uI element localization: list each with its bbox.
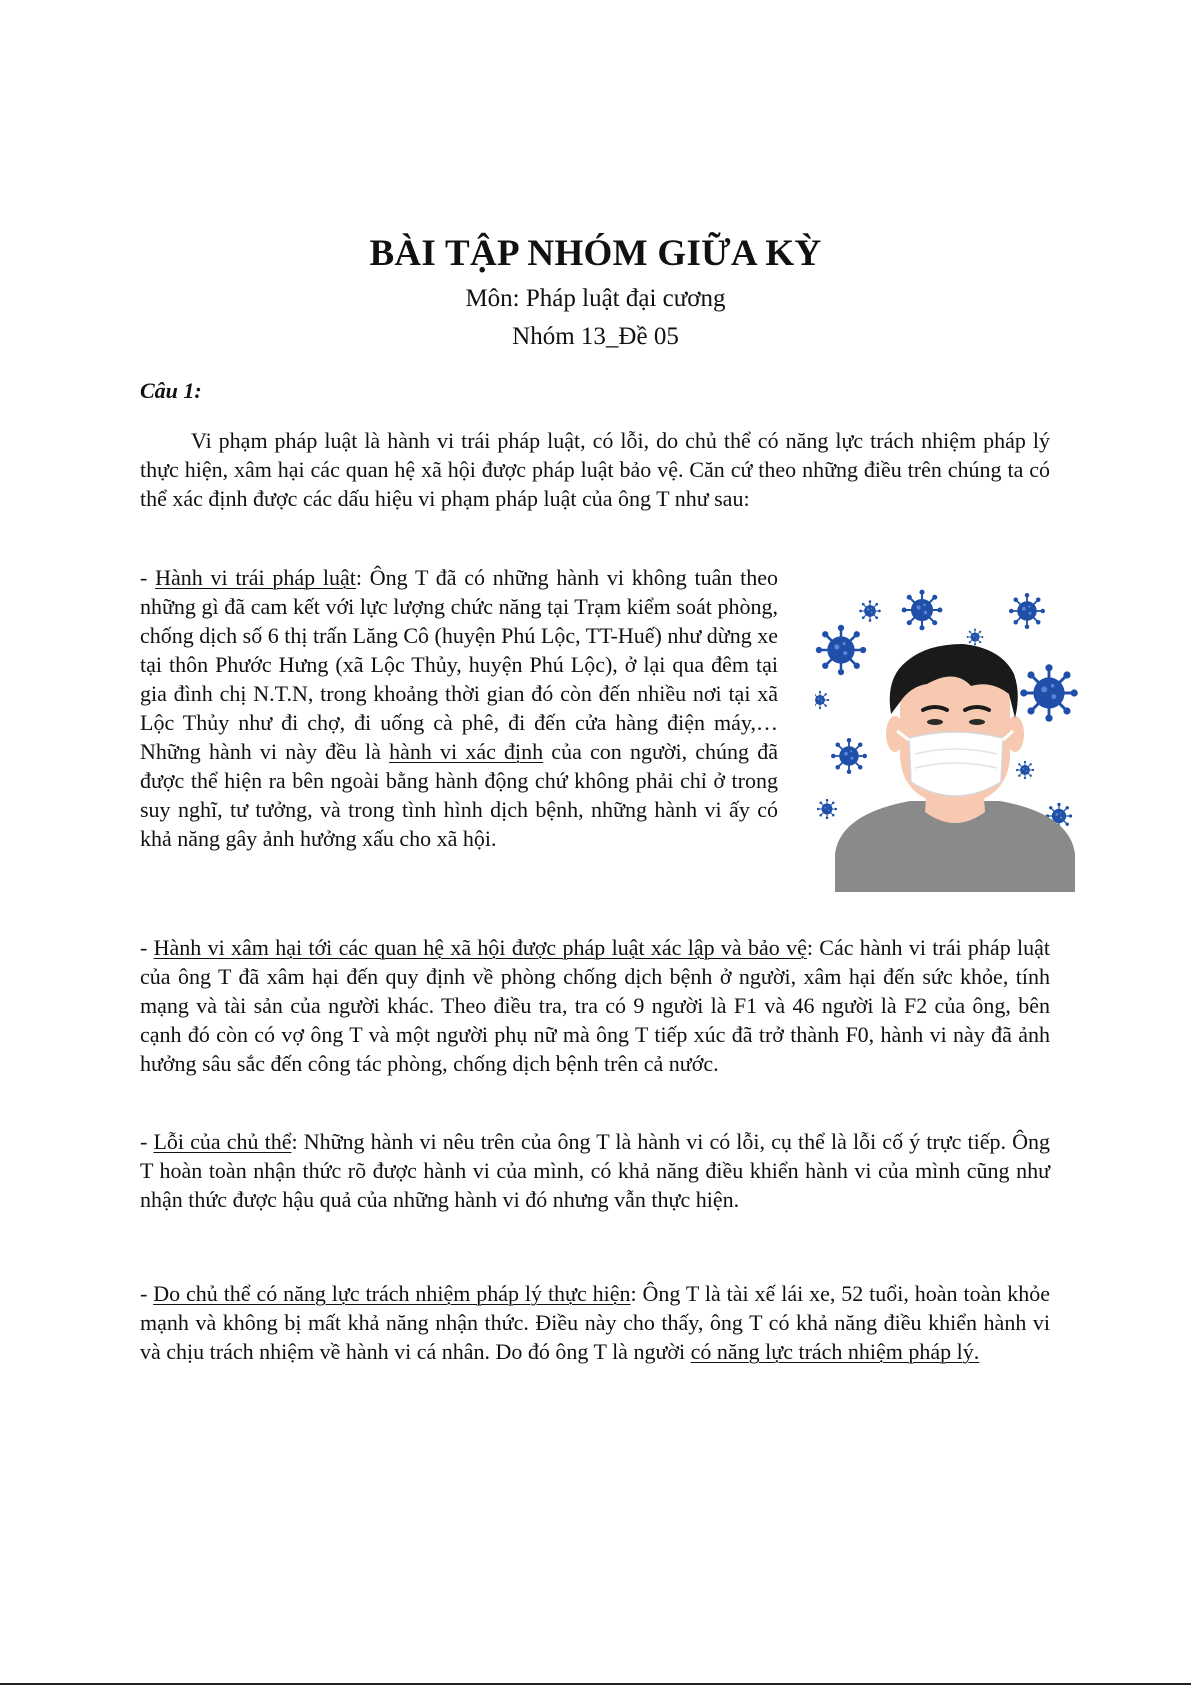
section-heading: Do chủ thể có năng lực trách nhiệm pháp lý thực hiện: [153, 1281, 631, 1306]
section-fault: [140, 1127, 1050, 1214]
question-label: Câu 1:: [140, 378, 202, 403]
intro-paragraph: Vi phạm pháp luật là hành vi trái pháp luật, có lỗi, do chủ thể có năng lực trách nhiệm pháp lý thực hiện, xâm hại các quan hệ xã hội được pháp luật bảo vệ. Căn cứ theo những điều trên chúng ta có thể xác định được các dấu hiệu vi phạm pháp luật của ông T như sau:: [140, 428, 1050, 511]
virus-icon: [1016, 761, 1034, 779]
section-capacity: [140, 1279, 1050, 1366]
section-body-continued: của con người, chúng đã được thể hiện ra bên ngoài bằng hành động chứ không phải chỉ ở trong suy nghĩ, tư tưởng, và trong tình hình dịch bệnh, những hành vi ấy có khả năng gây ảnh hưởng xấu cho xã hội.: [140, 739, 778, 851]
masked-man-virus-illustration: [815, 586, 1115, 892]
section-heading: Hành vi xâm hại tới các quan hệ xã hội được pháp luật xác lập và bảo vệ: [153, 935, 807, 960]
virus-icon: [967, 629, 984, 646]
section-prefix: -: [140, 1281, 154, 1306]
section-body: : Những hành vi nêu trên của ông T là hành vi có lỗi, cụ thể là lỗi cố ý trực tiếp. Ông T hoàn toàn nhận thức rõ được hành vi của mình, có khả năng điều khiển hành vi của mình cũng như nhận thức được hậu quả của những hành vi đó nhưng vẫn thực hiện.: [140, 1129, 1050, 1212]
section-illegal-act: [140, 563, 778, 853]
virus-icon: [1009, 593, 1045, 629]
virus-icon: [816, 625, 866, 675]
section-heading: Hành vi trái pháp luật: [155, 565, 356, 590]
virus-icon: [902, 590, 943, 631]
section-body: : Ông T đã có những hành vi không tuân theo những gì đã cam kết với lực lượng chức năng tại Trạm kiểm soát phòng, chống dịch số 6 thị trấn Lăng Cô (huyện Phú Lộc, TT-Huế) như dừng xe tại thôn Phước Hưng (xã Lộc Thủy, huyện Phú Lộc), ở lại qua đêm tại gia đình chị N.T.N, trong khoảng thời gian đó còn đến nhiều nơi tại xã Lộc Thủy như đi chợ, đi uống cà phê, đi đến cửa hàng điện máy,… Những hành vi này đều là: [140, 565, 778, 764]
section-prefix: -: [140, 1129, 154, 1154]
virus-icon: [817, 799, 837, 819]
subject-line: Môn: Pháp luật đại cương: [465, 285, 726, 312]
virus-icon: [815, 691, 829, 709]
section-emphasis: có năng lực trách nhiệm pháp lý.: [690, 1339, 980, 1364]
section-body: : Ông T là tài xế lái xe, 52 tuổi, hoàn toàn khỏe mạnh và không bị mất khả năng nhận thức. Điều này cho thấy, ông T có khả năng điều khiển hành vi và chịu trách nhiệm về hành vi cá nhân. Do đó ông T là người: [140, 1281, 1051, 1364]
virus-icon: [831, 738, 867, 774]
section-prefix: -: [140, 565, 156, 590]
group-line: Nhóm 13_Đề 05: [512, 323, 679, 350]
section-body: : Các hành vi trái pháp luật của ông T đã xâm hại đến quy định về phòng chống dịch bệnh ở người, xâm hại đến sức khỏe, tính mạng và tài sản của người khác. Theo điều tra, tra có 9 người là F1 và 46 người là F2 của ông, bên cạnh đó còn có vợ ông T và một người phụ nữ mà ông T tiếp xúc đã trở thành F0, hành vi này đã ảnh hưởng sâu sắc đến công tác phòng, chống dịch bệnh trên cả nước.: [140, 935, 1050, 1076]
section-emphasis: hành vi xác định: [389, 739, 544, 764]
virus-icon: [859, 600, 881, 622]
section-heading: Lỗi của chủ thể: [153, 1129, 292, 1154]
virus-icon: [1020, 664, 1078, 722]
section-infringement: [140, 933, 1050, 1078]
section-prefix: -: [140, 935, 154, 960]
document-title: BÀI TẬP NHÓM GIỮA KỲ: [369, 233, 822, 274]
